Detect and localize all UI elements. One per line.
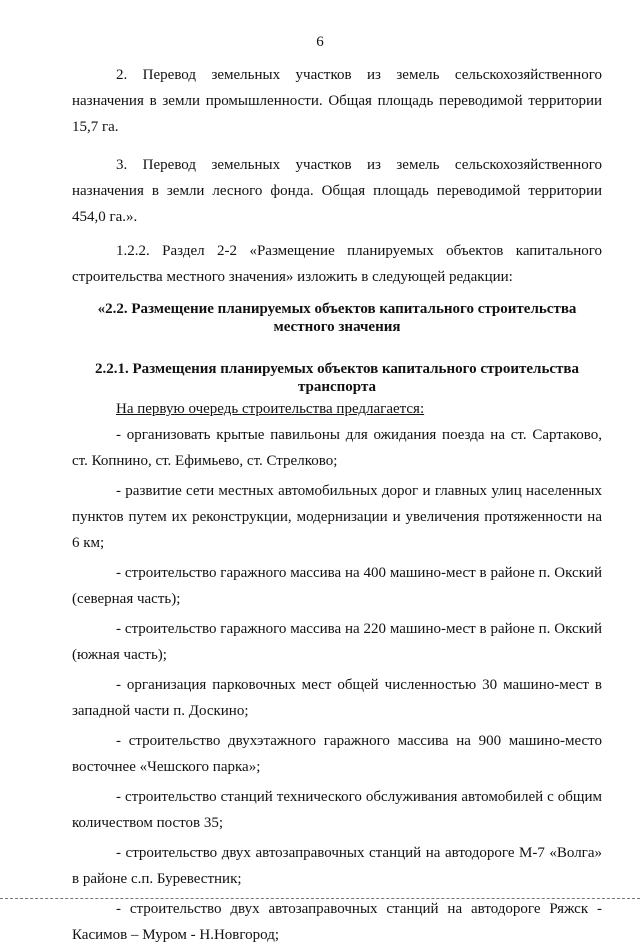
paragraph-item-3: 3. Перевод земельных участков из земель сельскохозяйственного назначения в земли лесного фонда. Общая площадь переводимой территории 454,0 га.». [72,157,602,225]
section-heading-2-2-1: 2.2.1. Размещения планируемых объектов капитального строительства транспорта [94,361,580,395]
page-number: 6 [316,34,324,50]
list-item-garage-two-storey: - строительство двухэтажного гаражного массива на 900 машино-место восточнее «Чешского парка»; [72,733,602,775]
list-item-roads: - развитие сети местных автомобильных дорог и главных улиц населенных пунктов путем их реконструкции, модернизации и увеличения протяженности на 6 км; [72,483,602,551]
list-item-service-stations: - строительство станций технического обслуживания автомобилей с общим количеством постов 35; [72,789,602,831]
paragraph-1-2-2: 1.2.2. Раздел 2-2 «Размещение планируемых объектов капитального строительства местного значения» изложить в следующей редакции: [72,243,602,285]
list-item-fuel-stations-m7: - строительство двух автозаправочных станций на автодороге М-7 «Волга» в районе с.п. Буревестник; [72,845,602,887]
list-item-pavilions: - организовать крытые павильоны для ожидания поезда на ст. Сартаково, ст. Копнино, ст. Ефимьево, ст. Стрелково; [72,427,602,469]
list-item-fuel-stations-ryazhsk: - строительство двух автозаправочных станций на автодороге Ряжск - Касимов – Муром - Н.Новгород; [72,901,602,943]
bottom-divider [0,898,640,899]
first-stage-intro [72,396,602,422]
paragraph-item-2: 2. Перевод земельных участков из земель сельскохозяйственного назначения в земли промышленности. Общая площадь переводимой территории 15,7 га. [72,67,602,135]
list-item-garage-north: - строительство гаражного массива на 400 машино-мест в районе п. Окский (северная часть); [72,565,602,607]
section-heading-2-2: «2.2. Размещение планируемых объектов капитального строительства местного значения [97,301,577,335]
first-stage-label: На первую очередь строительства предлагается: [116,401,425,417]
list-item-garage-south: - строительство гаражного массива на 220 машино-мест в районе п. Окский (южная часть); [72,621,602,663]
document-body [72,62,602,948]
list-item-parking: - организация парковочных мест общей численностью 30 машино-мест в западной части п. Доскино; [72,677,602,719]
